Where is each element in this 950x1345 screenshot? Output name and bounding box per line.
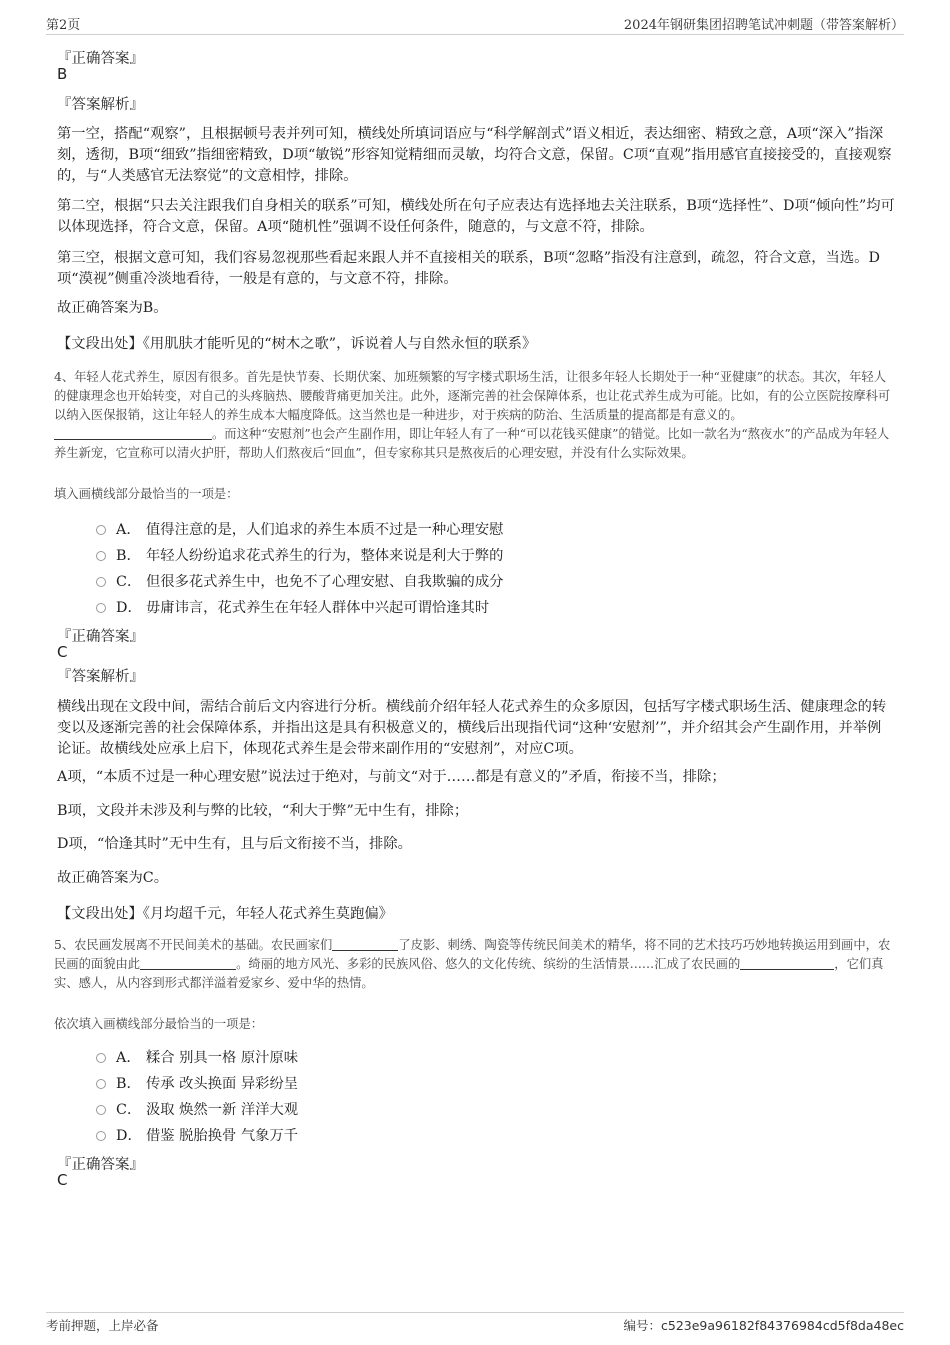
fill-blank bbox=[54, 426, 212, 440]
question-stem-part: 了皮影、刺绣、陶瓷等传统民间美术的精华，将不同的艺术技巧巧妙地转换运用到画中，农民画的面貌由此 bbox=[54, 938, 891, 971]
radio-icon[interactable] bbox=[96, 1053, 106, 1063]
radio-icon[interactable] bbox=[96, 1105, 106, 1115]
analysis-paragraph: 第二空，根据“只去关注跟我们自身相关的联系”可知，横线处所在句子应表达有选择地去关注联系，B项“选择性”、D项“倾向性”均可以体现选择，符合文意，保留。A项“随机性”强调不设任何条件，随意的，与文意不符，排除。 bbox=[57, 198, 895, 235]
document-id: 编号：c523e9a96182f84376984cd5f8da48ec bbox=[623, 1318, 904, 1333]
question-stem-part: 。绮丽的地方风光、多彩的民族风俗、悠久的文化传统、缤纷的生活情景……汇成了农民画的 bbox=[236, 957, 741, 971]
radio-icon[interactable] bbox=[96, 603, 106, 613]
source-citation: 【文段出处】《用肌肤才能听见的“树木之歌”，诉说着人与自然永恒的联系》 bbox=[57, 336, 537, 352]
analysis-paragraph: 第一空，搭配“观察”，且根据顿号表并列可知，横线处所填词语应与“科学解剖式”语义相近，表达细密、精致之意，A项“深入”指深刻，透彻，B项“细致”指细密精致，D项“敏锐”形容知觉精细而灵敏，均符合文意，保留。C项“直观”指用感官直接接受的，直接观察的，与“人类感官无法察觉”的文意相悖，排除。 bbox=[57, 126, 892, 184]
question-stem-part: 5、农民画发展离不开民间美术的基础。农民画家们 bbox=[54, 938, 333, 952]
document-title: 2024年钢研集团招聘笔试冲刺题（带答案解析） bbox=[623, 18, 904, 33]
analysis-paragraph: 第三空，根据文意可知，我们容易忽视那些看起来跟人并不直接相关的联系，B项“忽略”指没有注意到，疏忽，符合文意，当选。D项“漠视”侧重冷淡地看待，一般是有意的，与文意不符，排除。 bbox=[57, 250, 880, 287]
analysis-label: 『答案解析』 bbox=[57, 669, 144, 685]
analysis-paragraph: D项，“恰逢其时”无中生有，且与后文衔接不当，排除。 bbox=[57, 836, 412, 852]
question-stem-part: 4、年轻人花式养生，原因有很多。首先是快节奏、长期伏案、加班频繁的写字楼式职场生活，让很多年轻人长期处于一种“亚健康”的状态。其次，年轻人的健康理念也开始转变，对自己的头疼脑热、腰酸背痛更加关注。此外，逐渐完善的社会保障体系，也让花式养生成为可能。比如，有的公立医院按摩科可以纳入医保报销，这让年轻人的养生成本大幅度降低。这当然也是一种进步，对于疾病的防治、生活质量的提高都是有意义的。 bbox=[54, 370, 891, 422]
page-footer bbox=[46, 1312, 904, 1335]
answer-value: B bbox=[57, 65, 68, 83]
question-stem bbox=[54, 936, 894, 993]
question-prompt: 依次填入画横线部分最恰当的一项是： bbox=[54, 1017, 264, 1031]
radio-icon[interactable] bbox=[96, 1131, 106, 1141]
question-prompt: 填入画横线部分最恰当的一项是： bbox=[54, 487, 239, 501]
radio-icon[interactable] bbox=[96, 551, 106, 561]
radio-icon[interactable] bbox=[96, 1079, 106, 1089]
radio-icon[interactable] bbox=[96, 525, 106, 535]
option-d[interactable]: D． 借鉴 脱胎换骨 气象万千 bbox=[96, 1125, 298, 1145]
analysis-conclusion: 故正确答案为C。 bbox=[57, 870, 169, 886]
page-number: 第2页 bbox=[46, 18, 81, 33]
option-b[interactable]: B． 传承 改头换面 异彩纷呈 bbox=[96, 1073, 298, 1093]
option-c[interactable]: C． 但很多花式养生中，也免不了心理安慰、自我欺骗的成分 bbox=[96, 571, 503, 591]
source-citation: 【文段出处】《月均超千元，年轻人花式养生莫跑偏》 bbox=[57, 906, 393, 922]
option-a[interactable]: A． 值得注意的是，人们追求的养生本质不过是一种心理安慰 bbox=[96, 519, 503, 539]
answer-label: 『正确答案』 bbox=[57, 51, 144, 67]
question-stem-part: ，它们真实、感人，从内容到形式都洋溢着爱家乡、爱中华的热情。 bbox=[54, 957, 884, 990]
question-stem bbox=[54, 368, 894, 463]
answer-value: C bbox=[57, 1171, 68, 1189]
fill-blank bbox=[740, 956, 834, 970]
analysis-paragraph: B项，文段并未涉及利与弊的比较，“利大于弊”无中生有，排除； bbox=[57, 803, 469, 819]
answer-value: C bbox=[57, 643, 68, 661]
option-a[interactable]: A． 糅合 别具一格 原汁原味 bbox=[96, 1047, 298, 1067]
analysis-paragraph: 横线出现在文段中间，需结合前后文内容进行分析。横线前介绍年轻人花式养生的众多原因，包括写字楼式职场生活、健康理念的转变以及逐渐完善的社会保障体系，并指出这是具有积极意义的，横线后出现指代词“这种‘安慰剂’”，并介绍其会产生副作用，并举例论证。故横线处应承上启下，体现花式养生是会带来副作用的“安慰剂”，对应C项。 bbox=[57, 699, 887, 757]
radio-icon[interactable] bbox=[96, 577, 106, 587]
page-header bbox=[46, 14, 904, 35]
footer-slogan: 考前押题，上岸必备 bbox=[46, 1318, 159, 1333]
fill-blank bbox=[332, 937, 398, 951]
analysis-conclusion: 故正确答案为B。 bbox=[57, 300, 168, 316]
answer-label: 『正确答案』 bbox=[57, 1157, 144, 1173]
option-d[interactable]: D． 毋庸讳言，花式养生在年轻人群体中兴起可谓恰逢其时 bbox=[96, 597, 489, 617]
analysis-paragraph: A项，“本质不过是一种心理安慰”说法过于绝对，与前文“对于……都是有意义的”矛盾，衔接不当，排除； bbox=[57, 769, 726, 785]
option-b[interactable]: B． 年轻人纷纷追求花式养生的行为，整体来说是利大于弊的 bbox=[96, 545, 503, 565]
option-c[interactable]: C． 汲取 焕然一新 洋洋大观 bbox=[96, 1099, 298, 1119]
question-stem-part: 。而这种“安慰剂”也会产生副作用，即让年轻人有了一种“可以花钱买健康”的错觉。比如一款名为“熬夜水”的产品成为年轻人养生新宠，它宣称可以清火护肝，帮助人们熬夜后“回血”，但专家称其只是熬夜后的心理安慰，并没有什么实际效果。 bbox=[54, 427, 890, 460]
analysis-label: 『答案解析』 bbox=[57, 97, 144, 113]
fill-blank bbox=[140, 956, 236, 970]
answer-label: 『正确答案』 bbox=[57, 629, 144, 645]
